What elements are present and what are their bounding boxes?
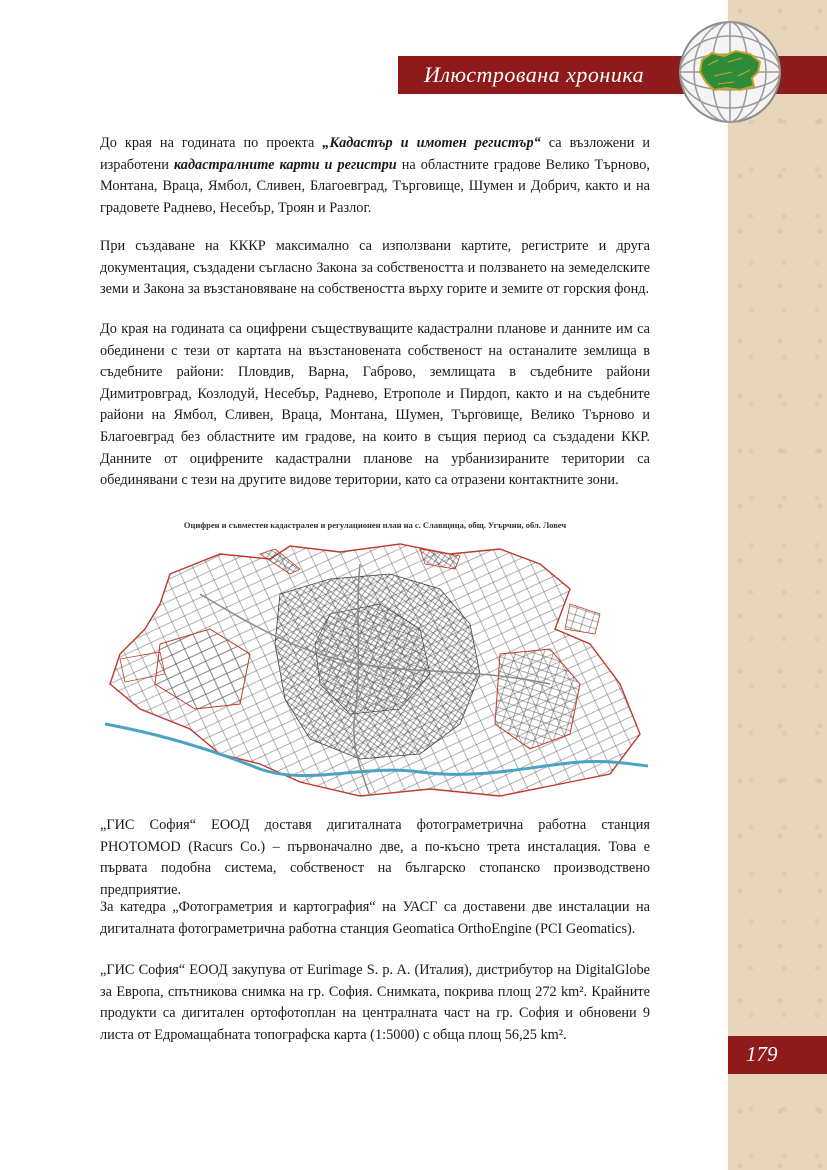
paragraph-6: „ГИС София“ ЕООД закупува от Eurimage S. p. A. (Италия), дистрибутор на DigitalGlobe за Европа, спътникова снимка на гр. София. Снимката, покрива площ 272 km². Крайните продукти са дигитален ортофотоплан на централната част на гр. София и обновени 9 листа от Едромащабната топографска карта (1:5000) с обща площ 56,25 km². bbox=[100, 962, 650, 1043]
globe-logo-icon bbox=[678, 20, 782, 124]
section-title: Илюстрована хроника bbox=[424, 62, 645, 87]
page-number-box bbox=[728, 1036, 827, 1074]
figure-caption: Оцифрен и съвместен кадастрален и регулационен план на с. Славщица, общ. Угърчин, обл. Ловеч bbox=[183, 520, 567, 530]
paragraph-3: До края на годината са оцифрени съществуващите кадастрални планове и данните им са обединени с тези от картата на възстановената собственост на останалите землища в съдебните райони: Пловдив, Варна, Габрово, землищата в съдебните райони Димитровград, Козлодуй, Несебър, Раднево, Етрополе и Пирдоп, както и на съдебните райони на Ямбол, Сливен, Враца, Монтана, Шумен, Търговище, Велико Търново и Благоевград без областните им градове, на които в същия период са създадени ККР. Данните от оцифрените кадастрални планове на урбанизираните територии са обединявани с тези на другите видове територии, като са отразени контактните зони. bbox=[100, 321, 650, 489]
paragraph-5: За катедра „Фотограметрия и картография“ на УАСГ са доставени две инсталации на дигиталната фотограметрична работна станция Geomatica OrthoEngine (PCI Geomatics). bbox=[100, 899, 650, 937]
paragraph-2: При създаване на КККР максимално са използвани картите, регистрите и друга документация, създадени съгласно Закона за собствеността и ползването на земеделските земи и Закона за възстановяване на собствеността върху горите и земите от горския фонд. bbox=[100, 238, 650, 298]
paragraph-4: „ГИС София“ ЕООД доставя дигиталната фотограметрична работна станция PHOTOMOD (Racurs Co.) – първоначално две, а по-късно трета инсталация. Това е първата подобна система, собственост на българско стопанско производствено предприятие. bbox=[100, 817, 650, 898]
decorative-side-strip bbox=[728, 0, 827, 1170]
paragraph-1: До края на годината по проекта „Кадастър и имотен регистър“ са възложени и изработени кадастралните карти и регистри на областните градове Велико Търново, Монтана, Враца, Ямбол, Сливен, Благоевград, Търговище, Шумен и Добрич, както и на градовете Раднево, Несебър, Троян и Разлог. bbox=[100, 135, 650, 216]
cadastral-map-figure bbox=[100, 516, 650, 808]
cadastral-map-image bbox=[100, 534, 650, 806]
page-number: 179 bbox=[746, 1042, 778, 1066]
